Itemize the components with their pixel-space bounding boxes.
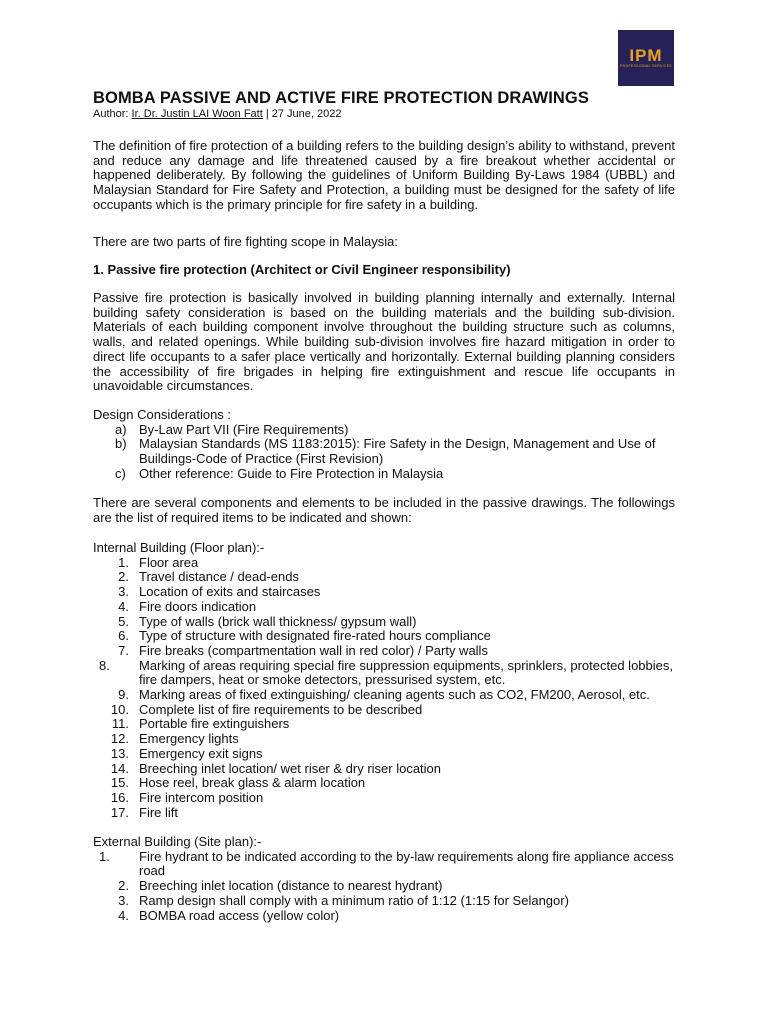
list-item xyxy=(93,806,675,821)
list-marker: 4. xyxy=(118,598,129,614)
list-item-text: Type of structure with designated fire-rated hours compliance xyxy=(139,628,491,644)
list-marker: 16. xyxy=(110,789,129,805)
design-considerations-label: Design Considerations : xyxy=(93,407,232,422)
passive-paragraph: Passive fire protection is basically involved in building planning internally and externally. Internal building safety consideration is based on the building materials and the building sub-division. Materials of each building component involve throughout the building structure such as columns, walls, and related openings. While building sub-division involves fire hazard mitigation in order to direct life occupants to a safer place vertically and horizontally. External building planning considers the accessibility of fire brigades in helping fire extinguishment and rescue life occupants in unavoidable circumstances. xyxy=(93,290,675,394)
list-item-text: Marking of areas requiring special fire suppression equipments, sprinklers, protected lobbies, fire dampers, heat or smoke detectors, pressurised system, etc. xyxy=(139,657,673,688)
list-item-text: Breeching inlet location (distance to nearest hydrant) xyxy=(139,878,443,894)
list-item xyxy=(93,879,675,894)
list-marker: 9. xyxy=(118,687,129,703)
list-marker: b) xyxy=(115,436,127,452)
publish-date: | 27 June, 2022 xyxy=(262,108,342,120)
list-marker: 5. xyxy=(118,613,129,629)
external-building xyxy=(93,835,675,923)
list-marker: 8. xyxy=(99,657,110,673)
list-item xyxy=(93,600,675,615)
list-item-text: By-Law Part VII (Fire Requirements) xyxy=(139,421,349,437)
author-line xyxy=(93,108,341,121)
list-marker: 3. xyxy=(118,584,129,600)
external-building-label: External Building (Site plan):- xyxy=(93,834,262,849)
author-prefix: Author: xyxy=(93,108,132,120)
list-item-text: Fire lift xyxy=(139,804,178,820)
list-marker: 6. xyxy=(118,628,129,644)
design-considerations-list xyxy=(93,423,675,482)
list-item xyxy=(93,688,675,703)
list-item-text: Location of exits and staircases xyxy=(139,584,321,600)
list-item xyxy=(93,732,675,747)
list-item xyxy=(93,644,675,659)
list-marker: 14. xyxy=(110,760,129,776)
list-item-text: Travel distance / dead-ends xyxy=(139,569,299,585)
list-marker: a) xyxy=(115,421,127,437)
list-item xyxy=(93,615,675,630)
list-item xyxy=(93,909,675,924)
list-item-text: Complete list of fire requirements to be described xyxy=(139,701,423,717)
list-item-text: Marking areas of fixed extinguishing/ cleaning agents such as CO2, FM200, Aerosol, etc. xyxy=(139,687,650,703)
list-item-text: Malaysian Standards (MS 1183:2015): Fire Safety in the Design, Management and Use of Buildings-Code of Practice (First Revision) xyxy=(139,436,656,467)
list-item-text: Type of walls (brick wall thickness/ gypsum wall) xyxy=(139,613,417,629)
list-item xyxy=(93,747,675,762)
list-item xyxy=(93,703,675,718)
list-marker: 1. xyxy=(118,554,129,570)
design-considerations xyxy=(93,408,675,482)
internal-building-label: Internal Building (Floor plan):- xyxy=(93,540,265,555)
internal-building-list xyxy=(93,556,675,821)
list-item-text: Fire intercom position xyxy=(139,789,264,805)
list-item xyxy=(93,791,675,806)
list-marker: 4. xyxy=(118,907,129,923)
list-marker: 7. xyxy=(118,642,129,658)
list-item-text: Fire hydrant to be indicated according to the by-law requirements along fire appliance access road xyxy=(139,848,674,879)
list-marker: 11. xyxy=(111,716,129,732)
list-item xyxy=(93,659,675,688)
list-item xyxy=(93,423,675,438)
list-item xyxy=(93,629,675,644)
list-marker: 12. xyxy=(110,731,129,747)
external-building-list xyxy=(93,850,675,924)
list-item-text: Emergency exit signs xyxy=(139,745,263,761)
list-item xyxy=(93,894,675,909)
list-item-text: Emergency lights xyxy=(139,731,239,747)
list-marker: c) xyxy=(115,465,126,481)
logo-text: IPM xyxy=(629,46,663,65)
list-marker: 2. xyxy=(118,569,129,585)
list-item xyxy=(93,717,675,732)
section-passive-heading: 1. Passive fire protection (Architect or Civil Engineer responsibility) xyxy=(93,262,511,277)
list-marker: 15. xyxy=(110,775,129,791)
list-marker: 17. xyxy=(110,804,129,820)
author-name-link[interactable]: Ir. Dr. Justin LAI Woon Fatt xyxy=(131,108,263,120)
internal-building xyxy=(93,541,675,820)
list-item-text: Breeching inlet location/ wet riser & dry riser location xyxy=(139,760,442,776)
two-parts-sentence: There are two parts of fire fighting scope in Malaysia: xyxy=(93,234,398,249)
list-item xyxy=(93,762,675,777)
list-marker: 1. xyxy=(99,848,110,864)
logo-subtext: PROFESSIONAL SERVICES xyxy=(619,64,672,68)
document-page xyxy=(93,0,675,1024)
list-item-text: Floor area xyxy=(139,554,199,570)
list-item xyxy=(93,570,675,585)
list-marker: 13. xyxy=(110,745,129,761)
intro-paragraph: The definition of fire protection of a building refers to the building design’s ability to withstand, prevent and reduce any damage and life threatened caused by a fire breakout whether accidental or happened deliberately. By following the guidelines of Uniform Building By-Laws 1984 (UBBL) and Malaysian Standard for Fire Safety and Protection, a building must be designed for the safety of life occupants which is the primary principle for fire safety in a building. xyxy=(93,138,675,212)
list-item-text: Ramp design shall comply with a minimum ratio of 1:12 (1:15 for Selangor) xyxy=(139,892,569,908)
list-item xyxy=(93,776,675,791)
list-item-text: Fire doors indication xyxy=(139,598,257,614)
list-item xyxy=(93,850,675,879)
list-item-text: Hose reel, break glass & alarm location xyxy=(139,775,366,791)
list-item xyxy=(93,437,675,466)
list-marker: 10. xyxy=(110,701,129,717)
list-item-text: Fire breaks (compartmentation wall in red color) / Party walls xyxy=(139,642,488,658)
document-title: BOMBA PASSIVE AND ACTIVE FIRE PROTECTION DRAWINGS xyxy=(93,89,589,107)
list-item xyxy=(93,585,675,600)
components-paragraph: There are several components and elements to be included in the passive drawings. The followings are the list of required items to be indicated and shown: xyxy=(93,495,675,525)
list-item xyxy=(93,556,675,571)
list-item-text: Portable fire extinguishers xyxy=(139,716,290,732)
list-marker: 2. xyxy=(118,878,129,894)
list-item-text: BOMBA road access (yellow color) xyxy=(139,907,340,923)
list-item xyxy=(93,467,675,482)
list-marker: 3. xyxy=(118,892,129,908)
list-item-text: Other reference: Guide to Fire Protection in Malaysia xyxy=(139,465,444,481)
